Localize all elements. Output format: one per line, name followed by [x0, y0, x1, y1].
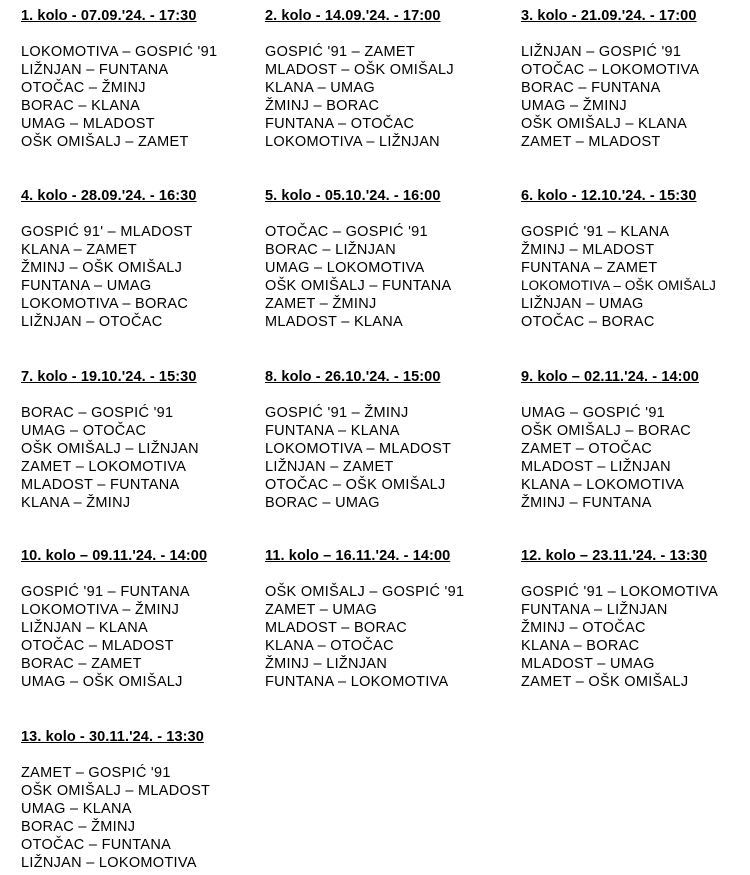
match: ZAMET – MLADOST — [521, 134, 661, 150]
match: LIŽNJAN – KLANA — [21, 620, 148, 636]
match: LOKOMOTIVA – LIŽNJAN — [265, 134, 440, 150]
round-title: 2. kolo - 14.09.'24. - 17:00 — [265, 8, 441, 24]
match: MLADOST – OŠK OMIŠALJ — [265, 62, 454, 78]
match: ŽMINJ – LIŽNJAN — [265, 656, 388, 672]
round-title: 3. kolo - 21.09.'24. - 17:00 — [521, 8, 697, 24]
match: FUNTANA – LIŽNJAN — [521, 602, 668, 618]
match: ŽMINJ – FUNTANA — [521, 495, 652, 511]
match: BORAC – KLANA — [21, 98, 141, 114]
round-title: 6. kolo - 12.10.'24. - 15:30 — [521, 188, 697, 204]
match: ZAMET – UMAG — [265, 602, 378, 618]
match: FUNTANA – KLANA — [265, 423, 400, 439]
match: BORAC – ŽMINJ — [21, 819, 136, 835]
round-9 — [521, 368, 750, 512]
match: MLADOST – BORAC — [265, 620, 408, 636]
match: MLADOST – KLANA — [265, 314, 404, 330]
round-5 — [265, 187, 505, 331]
match: OTOČAC – FUNTANA — [21, 837, 172, 853]
match: OTOČAC – GOSPIĆ '91 — [265, 224, 428, 240]
match: MLADOST – LIŽNJAN — [521, 459, 671, 475]
match: OŠK OMIŠALJ – GOSPIĆ '91 — [265, 584, 465, 600]
match: KLANA – OTOČAC — [265, 638, 394, 654]
round-title: 9. kolo – 02.11.'24. - 14:00 — [521, 369, 699, 385]
round-title: 7. kolo - 19.10.'24. - 15:30 — [21, 369, 197, 385]
match: OŠK OMIŠALJ – ZAMET — [21, 134, 189, 150]
match: BORAC – FUNTANA — [521, 80, 661, 96]
match: OTOČAC – BORAC — [521, 314, 655, 330]
match: OTOČAC – ŽMINJ — [21, 80, 146, 96]
match: ZAMET – OTOČAC — [521, 441, 652, 457]
round-title: 4. kolo - 28.09.'24. - 16:30 — [21, 188, 197, 204]
match: UMAG – GOSPIĆ '91 — [521, 405, 666, 421]
match: LOKOMOTIVA – BORAC — [21, 296, 189, 312]
match-list — [265, 404, 505, 512]
match: OTOČAC – LOKOMOTIVA — [521, 62, 700, 78]
match: OŠK OMIŠALJ – BORAC — [521, 423, 692, 439]
match: ŽMINJ – BORAC — [265, 98, 380, 114]
match: UMAG – OŠK OMIŠALJ — [21, 674, 183, 690]
match: ZAMET – OŠK OMIŠALJ — [521, 674, 689, 690]
round-title: 1. kolo - 07.09.'24. - 17:30 — [21, 8, 197, 24]
match: ŽMINJ – OŠK OMIŠALJ — [21, 260, 183, 276]
match: ZAMET – LOKOMOTIVA — [21, 459, 187, 475]
match: LIŽNJAN – ZAMET — [265, 459, 394, 475]
match: UMAG – OTOČAC — [21, 423, 147, 439]
match: FUNTANA – OTOČAC — [265, 116, 415, 132]
match: UMAG – LOKOMOTIVA — [265, 260, 425, 276]
match: KLANA – ZAMET — [21, 242, 137, 258]
match-list — [521, 583, 750, 691]
match: LIŽNJAN – FUNTANA — [21, 62, 169, 78]
match: GOSPIĆ '91 – ZAMET — [265, 44, 415, 60]
match: LIŽNJAN – OTOČAC — [21, 314, 163, 330]
round-title: 5. kolo - 05.10.'24. - 16:00 — [265, 188, 441, 204]
round-12 — [521, 547, 750, 691]
round-title: 13. kolo - 30.11.'24. - 13:30 — [21, 729, 204, 745]
match: ZAMET – ŽMINJ — [265, 296, 377, 312]
match-list — [21, 583, 261, 691]
round-3 — [521, 7, 750, 151]
match: FUNTANA – LOKOMOTIVA — [265, 674, 449, 690]
round-11 — [265, 547, 505, 691]
round-8 — [265, 368, 505, 512]
match: OŠK OMIŠALJ – LIŽNJAN — [21, 441, 199, 457]
round-title: 11. kolo – 16.11.'24. - 14:00 — [265, 548, 451, 564]
match: BORAC – UMAG — [265, 495, 380, 511]
match: OŠK OMIŠALJ – FUNTANA — [265, 278, 452, 294]
match: UMAG – KLANA — [21, 801, 132, 817]
round-10 — [21, 547, 261, 691]
match: LIŽNJAN – LOKOMOTIVA — [21, 855, 197, 871]
match-list — [265, 223, 505, 331]
match: KLANA – ŽMINJ — [21, 495, 131, 511]
round-6 — [521, 187, 750, 331]
match: LOKOMOTIVA – MLADOST — [265, 441, 452, 457]
match-list — [21, 223, 261, 331]
match: OŠK OMIŠALJ – KLANA — [521, 116, 688, 132]
match: FUNTANA – UMAG — [21, 278, 152, 294]
match: LOKOMOTIVA – OŠK OMIŠALJ — [521, 278, 716, 293]
round-title: 12. kolo – 23.11.'24. - 13:30 — [521, 548, 708, 564]
match-list — [21, 404, 261, 512]
match: UMAG – ŽMINJ — [521, 98, 627, 114]
match: ŽMINJ – MLADOST — [521, 242, 655, 258]
round-title: 8. kolo - 26.10.'24. - 15:00 — [265, 369, 441, 385]
match: GOSPIĆ '91 – KLANA — [521, 224, 670, 240]
round-1 — [21, 7, 261, 151]
match: LIŽNJAN – GOSPIĆ '91 — [521, 44, 682, 60]
match: FUNTANA – ZAMET — [521, 260, 658, 276]
match-list — [521, 404, 750, 512]
match: BORAC – GOSPIĆ '91 — [21, 405, 174, 421]
match-list — [21, 43, 261, 151]
match: GOSPIĆ '91 – FUNTANA — [21, 584, 190, 600]
match: GOSPIĆ 91' – MLADOST — [21, 224, 193, 240]
match: BORAC – ZAMET — [21, 656, 142, 672]
match: KLANA – UMAG — [265, 80, 375, 96]
match-list — [265, 43, 505, 151]
round-13 — [21, 728, 261, 872]
round-2 — [265, 7, 505, 151]
match: LIŽNJAN – UMAG — [521, 296, 644, 312]
match-list — [21, 764, 261, 872]
match: OTOČAC – MLADOST — [21, 638, 174, 654]
match: OŠK OMIŠALJ – MLADOST — [21, 783, 211, 799]
round-7 — [21, 368, 261, 512]
match: UMAG – MLADOST — [21, 116, 155, 132]
match-list — [265, 583, 505, 691]
match: ZAMET – GOSPIĆ '91 — [21, 765, 171, 781]
match: KLANA – LOKOMOTIVA — [521, 477, 685, 493]
match: MLADOST – UMAG — [521, 656, 655, 672]
match-list — [521, 43, 750, 151]
match: GOSPIĆ '91 – ŽMINJ — [265, 405, 409, 421]
match: LOKOMOTIVA – ŽMINJ — [21, 602, 180, 618]
match: GOSPIĆ '91 – LOKOMOTIVA — [521, 584, 719, 600]
match: OTOČAC – OŠK OMIŠALJ — [265, 477, 446, 493]
match: LOKOMOTIVA – GOSPIĆ '91 — [21, 44, 218, 60]
match: MLADOST – FUNTANA — [21, 477, 180, 493]
match: ŽMINJ – OTOČAC — [521, 620, 646, 636]
round-title: 10. kolo – 09.11.'24. - 14:00 — [21, 548, 208, 564]
match: KLANA – BORAC — [521, 638, 640, 654]
round-4 — [21, 187, 261, 331]
match: BORAC – LIŽNJAN — [265, 242, 396, 258]
match-list — [521, 223, 750, 331]
